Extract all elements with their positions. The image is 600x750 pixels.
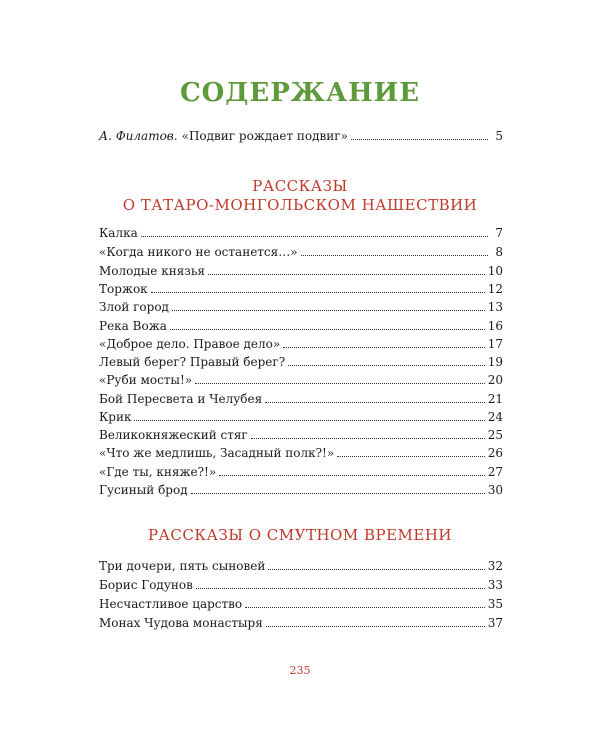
dot-leader [141, 236, 488, 237]
toc-title: Бой Пересвета и Челубея [99, 392, 263, 406]
toc-title: Несчастливое царство [99, 597, 243, 611]
toc-title: «Доброе дело. Правое дело» [99, 337, 281, 351]
toc-page: 5 [495, 129, 503, 143]
toc-title: «Когда никого не останется…» [99, 245, 298, 259]
toc-title: Злой город [99, 300, 169, 314]
toc-page: 24 [487, 410, 503, 424]
toc-entry[interactable] [99, 371, 503, 389]
toc-title: «Подвиг рождает подвиг» [181, 129, 348, 143]
toc-title: Борис Годунов [99, 578, 193, 592]
toc-page: 7 [495, 226, 503, 240]
toc-title: «Руби мосты!» [99, 373, 193, 387]
toc-page: 21 [487, 392, 503, 406]
section-heading-tatar-line2: О ТАТАРО-МОНГОЛЬСКОМ НАШЕСТВИИ [122, 196, 478, 214]
dot-leader [208, 274, 485, 275]
toc-entry[interactable] [99, 243, 503, 261]
toc-entry[interactable] [99, 481, 503, 499]
dot-leader [151, 292, 485, 293]
dot-leader [337, 456, 485, 457]
toc-entry[interactable] [99, 224, 503, 242]
toc-title: Молодые князья [99, 264, 205, 278]
toc-entry[interactable] [99, 557, 503, 575]
toc-page: 27 [487, 465, 503, 479]
dot-leader [283, 347, 485, 348]
toc-title: «Где ты, княже?!» [99, 465, 217, 479]
toc-entry[interactable] [99, 353, 503, 371]
dot-leader [266, 626, 485, 627]
toc-entry[interactable] [99, 595, 503, 613]
toc-entry[interactable] [99, 317, 503, 335]
toc-title: Три дочери, пять сыновей [99, 559, 266, 573]
toc-entry[interactable] [99, 262, 503, 280]
toc-entry[interactable] [99, 614, 503, 632]
toc-page: 35 [487, 597, 503, 611]
toc-title: «Что же медлишь, Засадный полк?!» [99, 446, 335, 460]
page-title: СОДЕРЖАНИЕ [179, 78, 421, 108]
dot-leader [195, 383, 485, 384]
toc-entry[interactable] [99, 280, 503, 298]
dot-leader [301, 255, 488, 256]
dot-leader [288, 365, 485, 366]
toc-entry[interactable] [99, 444, 503, 462]
toc-title: Калка [99, 226, 138, 240]
toc-title: Монах Чудова монастыря [99, 616, 263, 630]
toc-title: Торжок [99, 282, 148, 296]
toc-entry[interactable] [99, 390, 503, 408]
toc-page: 26 [487, 446, 503, 460]
dot-leader [219, 475, 485, 476]
dot-leader [191, 493, 485, 494]
toc-page: 13 [487, 300, 503, 314]
toc-page: 37 [487, 616, 503, 630]
toc-page: 17 [487, 337, 503, 351]
dot-leader [251, 438, 485, 439]
section-heading-troubles: РАССКАЗЫ О СМУТНОМ ВРЕМЕНИ [147, 526, 453, 544]
toc-entry[interactable] [99, 298, 503, 316]
toc-page: 12 [487, 282, 503, 296]
toc-page: 33 [487, 578, 503, 592]
dot-leader [265, 402, 485, 403]
section-heading-tatar-line1: РАССКАЗЫ [252, 177, 348, 195]
toc-page: 19 [487, 355, 503, 369]
toc-page: 30 [487, 483, 503, 497]
toc-title: Великокняжеский стяг [99, 428, 248, 442]
toc-author: А. Филатов. [99, 129, 178, 143]
dot-leader [170, 329, 485, 330]
toc-entry[interactable] [99, 576, 503, 594]
page-number: 235 [289, 664, 311, 677]
dot-leader [134, 420, 484, 421]
dot-leader [172, 310, 485, 311]
toc-title: Левый берег? Правый берег? [99, 355, 286, 369]
toc-page: 16 [487, 319, 503, 333]
toc-page: 32 [487, 559, 503, 573]
toc-title: Крик [99, 410, 132, 424]
toc-entry[interactable] [99, 463, 503, 481]
toc-title: Река Вожа [99, 319, 167, 333]
dot-leader [196, 588, 485, 589]
dot-leader [245, 607, 485, 608]
toc-page: 20 [487, 373, 503, 387]
toc-entry[interactable] [99, 408, 503, 426]
toc-entry[interactable] [99, 426, 503, 444]
dot-leader [351, 139, 488, 140]
toc-entry[interactable] [99, 335, 503, 353]
dot-leader [268, 569, 484, 570]
toc-page: 10 [487, 264, 503, 278]
toc-page: 25 [487, 428, 503, 442]
toc-title: Гусиный брод [99, 483, 188, 497]
toc-page: 8 [495, 245, 503, 259]
toc-entry-preface[interactable] [99, 127, 503, 145]
